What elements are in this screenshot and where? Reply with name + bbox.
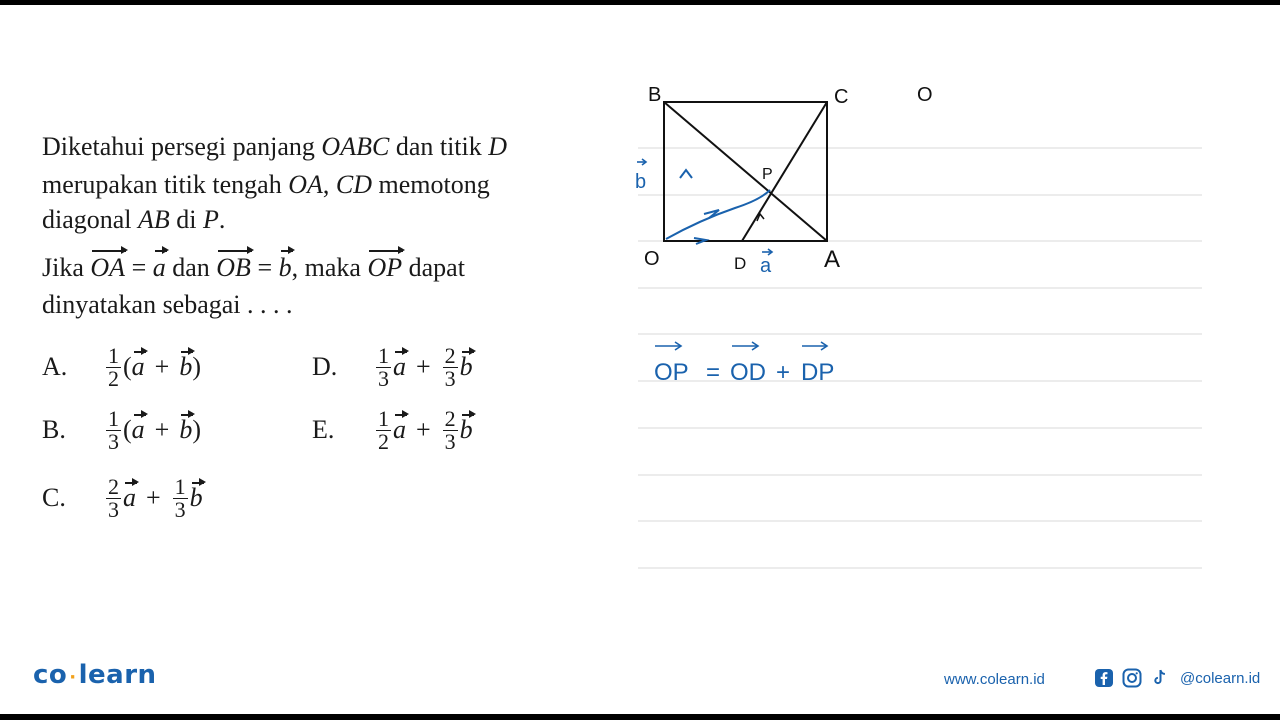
fraction: $\frac{1}{3}$ bbox=[174, 473, 186, 522]
option-e[interactable]: E. $\frac{1}{2}$ a + $\frac{2}{3}$ b bbox=[312, 405, 473, 454]
eq-plus: + bbox=[776, 359, 791, 386]
label-vector-b: b bbox=[635, 171, 647, 193]
problem-line-2: merupakan titik tengah OA, CD memotong bbox=[42, 170, 490, 199]
instagram-icon[interactable] bbox=[1122, 668, 1142, 688]
fraction: $\frac{1}{2}$ bbox=[378, 405, 389, 454]
fraction: $\frac{1}{3}$ bbox=[108, 405, 119, 454]
problem-line-1: Diketahui persegi panjang OABC dan titik D bbox=[42, 132, 508, 161]
label-o: O bbox=[644, 248, 660, 270]
vector-op bbox=[666, 190, 770, 244]
problem-line-5: dinyatakan sebagai . . . . bbox=[42, 290, 293, 319]
option-a[interactable]: A. $\frac{1}{2}$ ( a + b ) bbox=[42, 342, 202, 391]
label-c: C bbox=[834, 86, 849, 108]
rectangle-oabc bbox=[664, 102, 827, 241]
fraction: $\frac{2}{3}$ bbox=[444, 342, 456, 391]
option-b[interactable]: B. $\frac{1}{3}$ ( a + b ) bbox=[42, 405, 202, 454]
eq-op: OP bbox=[654, 359, 689, 386]
fraction: $\frac{1}{2}$ bbox=[108, 342, 119, 391]
label-p: P bbox=[762, 166, 773, 183]
segment-cd bbox=[742, 102, 827, 241]
label-a: A bbox=[824, 246, 841, 273]
facebook-icon[interactable] bbox=[1094, 668, 1114, 688]
eq-dp: DP bbox=[801, 359, 835, 386]
label-d: D bbox=[734, 254, 747, 273]
website-link[interactable]: www.colearn.id bbox=[944, 671, 1045, 688]
tiktok-icon[interactable] bbox=[1150, 668, 1170, 688]
label-o-extra: O bbox=[917, 84, 933, 106]
colearn-logo: co ·learn bbox=[33, 660, 157, 690]
label-vector-a: a bbox=[760, 255, 772, 277]
fraction: $\frac{2}{3}$ bbox=[108, 473, 119, 522]
option-d[interactable]: D. $\frac{1}{3}$ a + $\frac{2}{3}$ b bbox=[312, 342, 473, 391]
option-c[interactable]: C. $\frac{2}{3}$ a + $\frac{1}{3}$ b bbox=[42, 473, 203, 522]
ruled-lines bbox=[638, 148, 1202, 568]
problem-line-4: Jika OA = a dan OB = b, maka OP dapat bbox=[42, 251, 465, 285]
b-arrow-icon bbox=[680, 170, 692, 178]
equation-op bbox=[654, 359, 834, 386]
eq-equals: = bbox=[706, 359, 721, 386]
social-links bbox=[1094, 668, 1260, 688]
problem-line-3: diagonal AB di P. bbox=[42, 205, 226, 234]
label-b: B bbox=[648, 84, 662, 106]
social-handle[interactable]: @colearn.id bbox=[1180, 669, 1261, 687]
bottom-border bbox=[0, 714, 1280, 720]
fraction: $\frac{1}{3}$ bbox=[378, 342, 389, 391]
diagonal-ab bbox=[664, 102, 827, 241]
equation-vector-arrows bbox=[655, 342, 827, 350]
fraction: $\frac{2}{3}$ bbox=[444, 405, 456, 454]
eq-od: OD bbox=[730, 359, 766, 386]
